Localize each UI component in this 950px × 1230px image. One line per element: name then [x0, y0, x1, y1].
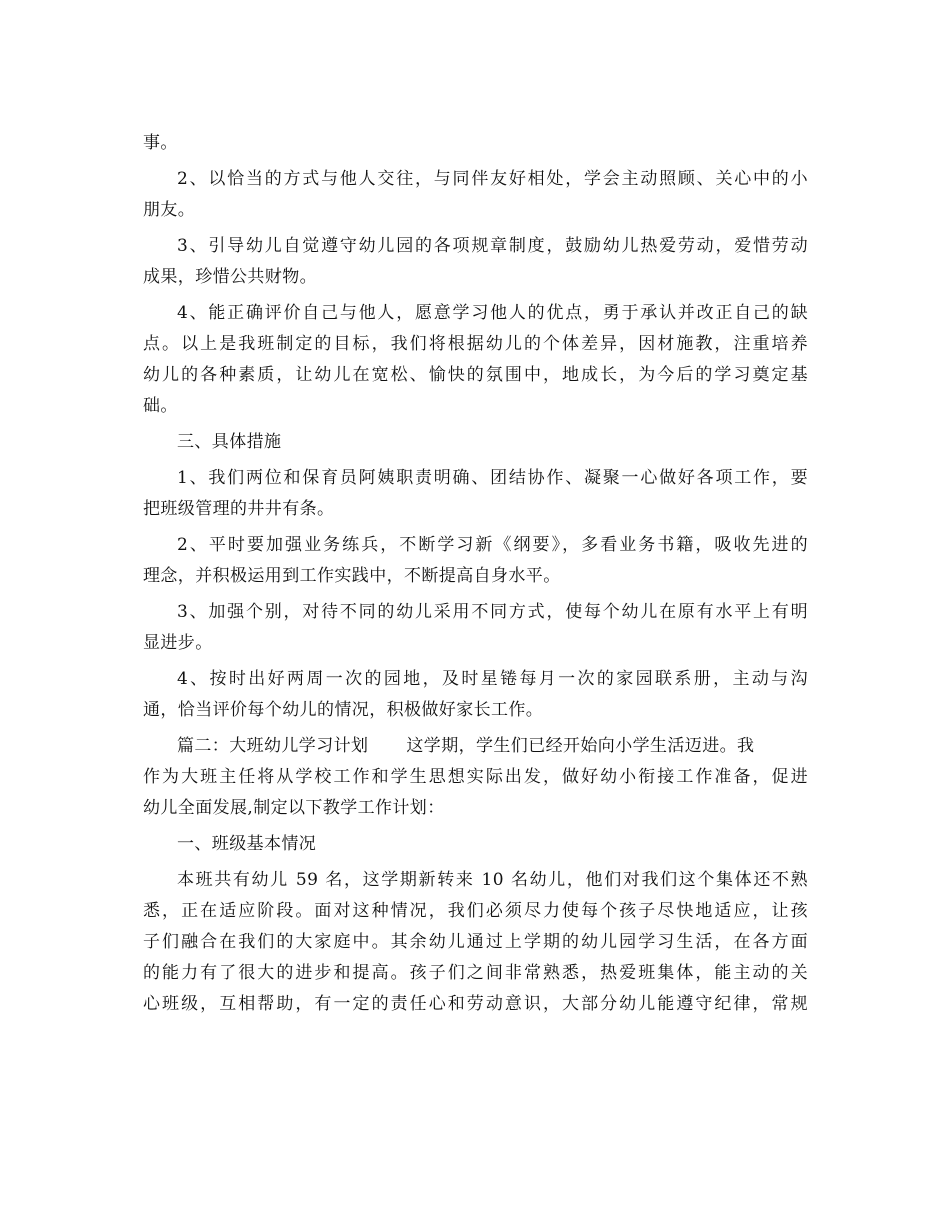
paragraph	[143, 128, 808, 159]
paragraph	[143, 164, 808, 226]
text-line: 把班级管理的井井有条。	[143, 499, 335, 519]
text-line: 幼儿全面发展,制定以下教学工作计划：	[143, 798, 445, 818]
paragraph	[143, 664, 808, 726]
paragraph	[143, 530, 808, 592]
paragraph	[143, 865, 808, 1020]
text-line: 点。以上是我班制定的目标，我们将根据幼儿的个体差异，因材施教，注重培养	[143, 334, 808, 354]
text-line: 作为大班主任将从学校工作和学生思想实际出发，做好幼小衔接工作准备，促进	[143, 767, 808, 787]
text-line: 理念，并积极运用到工作实践中，不断提高自身水平。	[143, 566, 561, 586]
text-line: 显进步。	[143, 633, 213, 653]
text-line: 2、平时要加强业务练兵，不断学习新《纲要》，多看业务书籍，吸收先进的	[177, 535, 808, 555]
text-line: 子们融合在我们的大家庭中。其余幼儿通过上学期的幼儿园学习生活，在各方面	[143, 932, 808, 952]
text-line	[143, 731, 808, 762]
text-line: 础。	[143, 396, 178, 416]
text-line: 3、引导幼儿自觉遵守幼儿园的各项规章制度，鼓励幼儿热爱劳动，爱惜劳动	[177, 236, 808, 256]
text-line: 4、按时出好两周一次的园地，及时星锩每月一次的家园联系册，主动与沟	[177, 669, 808, 689]
text-line: 幼儿的各种素质，让幼儿在宽松、愉快的氛围中，地成长，为今后的学习奠定基	[143, 365, 808, 385]
paragraph	[143, 463, 808, 525]
text-line: 本班共有幼儿 59 名，这学期新转来 10 名幼儿，他们对我们这个集体还不熟	[177, 870, 808, 890]
text-line: 朋友。	[143, 200, 196, 220]
text-line: 成果，珍惜公共财物。	[143, 267, 317, 287]
section-heading	[143, 829, 808, 860]
paragraph	[143, 597, 808, 659]
text-line: 2、以恰当的方式与他人交往，与同伴友好相处，学会主动照顾、关心中的小	[177, 169, 808, 189]
text-line: 心班级，互相帮助，有一定的责任心和劳动意识，大部分幼儿能遵守纪律，常规	[143, 994, 808, 1014]
document-body	[143, 128, 808, 1025]
text-line: 事。	[143, 133, 178, 153]
text-span: 这学期，学生们已经开始向小学生活迈进。我	[406, 736, 755, 756]
section-heading	[143, 427, 808, 458]
text-line: 4、能正确评价自己与他人，愿意学习他人的优点，勇于承认并改正自己的缺	[177, 303, 808, 323]
heading-text: 一、班级基本情况	[177, 834, 317, 854]
paragraph	[143, 231, 808, 293]
text-line: 1、我们两位和保育员阿姨职责明确、团结协作、凝聚一心做好各项工作，要	[177, 468, 808, 488]
text-line: 通，恰当评价每个幼儿的情况，积极做好家长工作。	[143, 700, 544, 720]
text-line: 悉，正在适应阶段。面对这种情况，我们必须尽力使每个孩子尽快地适应，让孩	[143, 901, 808, 921]
paragraph	[143, 731, 808, 824]
text-line: 的能力有了很大的进步和提高。孩子们之间非常熟悉，热爱班集体，能主动的关	[143, 963, 808, 983]
text-line: 3、加强个别，对待不同的幼儿采用不同方式，使每个幼儿在原有水平上有明	[177, 602, 808, 622]
section-title: 篇二：大班幼儿学习计划	[177, 736, 369, 756]
heading-text: 三、具体措施	[177, 432, 282, 452]
paragraph	[143, 298, 808, 422]
